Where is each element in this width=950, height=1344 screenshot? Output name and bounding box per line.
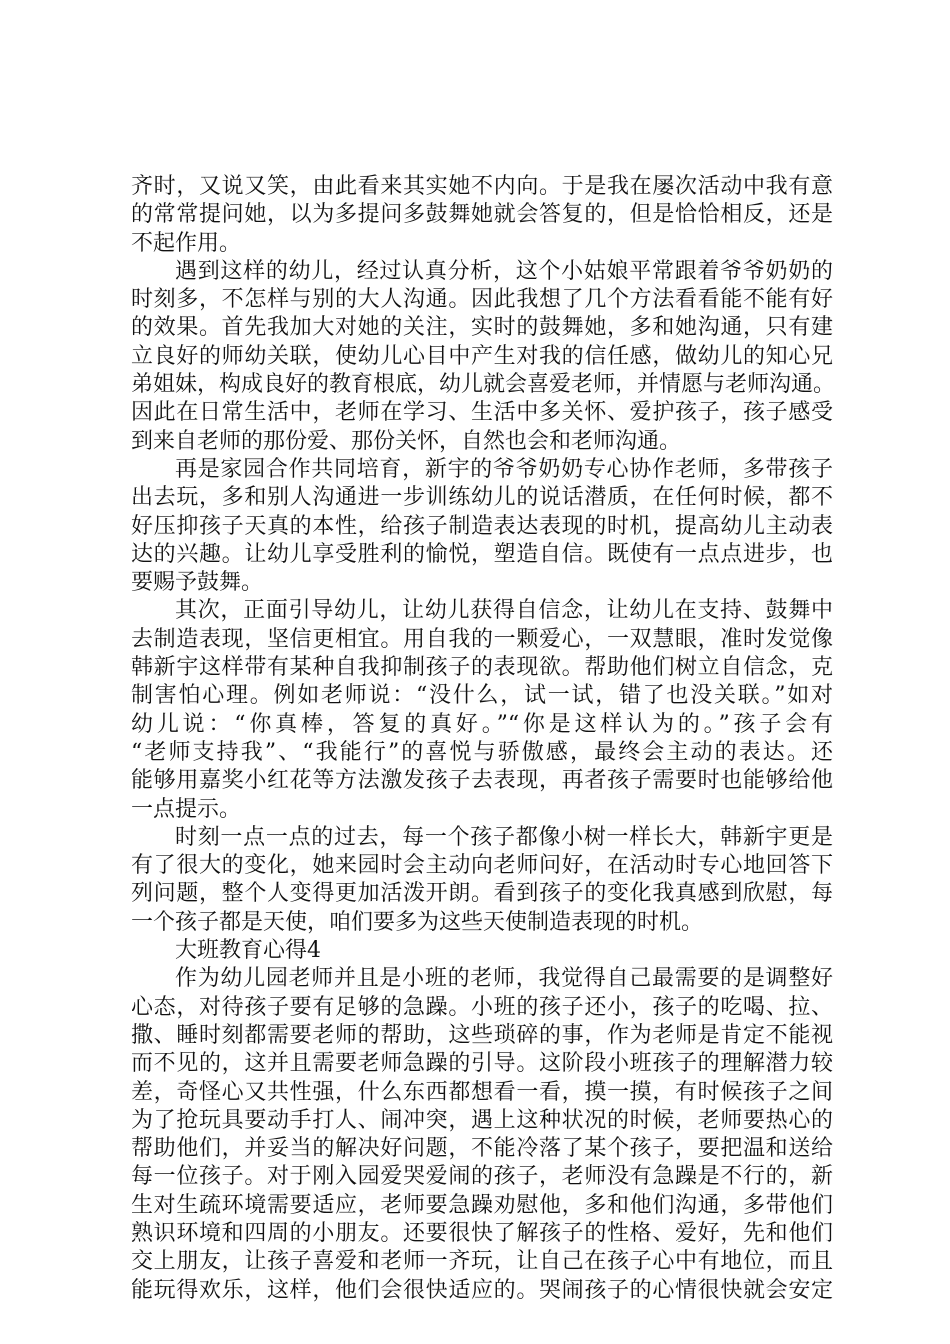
text-line: 幼儿说：“你真棒，答复的真好。”“你是这样认为的。”孩子会有 (131, 711, 833, 737)
text-line: 达的兴趣。让幼儿享受胜利的愉悦，塑造自信。既使有一点点进步，也 (131, 541, 833, 567)
text-line: 去制造表现，坚信更相宜。用自我的一颗爱心，一双慧眼，准时发觉像 (131, 626, 833, 652)
text-line: 弟姐妹，构成良好的教育根底，幼儿就会喜爱老师，并情愿与老师沟通。 (131, 372, 836, 398)
text-line: 齐时，又说又笑，由此看来其实她不内向。于是我在屡次活动中我有意 (131, 174, 833, 199)
text-line: 其次，正面引导幼儿，让幼儿获得自信念，让幼儿在支持、鼓舞中 (175, 598, 833, 624)
document-body (131, 173, 836, 1305)
text-line: 到来自老师的那份爱、那份关怀，自然也会和老师沟通。 (131, 428, 682, 454)
text-line: 帮助他们，并妥当的解决好问题，不能冷落了某个孩子，要把温和送给 (131, 1136, 833, 1162)
text-line: 的效果。首先我加大对她的关注，实时的鼓舞她，多和她沟通，只有建 (131, 315, 833, 341)
text-line: 为了抢玩具要动手打人、闹冲突，遇上这种状况的时候，老师要热心的 (131, 1107, 833, 1133)
text-line: 能玩得欢乐，这样，他们会很快适应的。哭闹孩子的心情很快就会安定 (131, 1277, 833, 1303)
text-line: 出去玩，多和别人沟通进一步训练幼儿的说话潜质，在任何时候，都不 (131, 485, 833, 511)
text-line: 韩新宇这样带有某种自我抑制孩子的表现欲。帮助他们树立自信念，克 (131, 655, 833, 681)
text-line: 因此在日常生活中，老师在学习、生活中多关怀、爱护孩子，孩子感受 (131, 400, 833, 426)
text-line: 熟识环境和四周的小朋友。还要很快了解孩子的性格、爱好，先和他们 (131, 1220, 833, 1246)
text-line: 生对生疏环境需要适应，老师要急躁劝慰他，多和他们沟通，多带他们 (131, 1192, 833, 1218)
text-line: 有了很大的变化，她来园时会主动向老师问好，在活动时专心地回答下 (131, 853, 833, 879)
text-line: 能够用嘉奖小红花等方法激发孩子去表现，再者孩子需要时也能够给他 (131, 768, 833, 794)
text-line: 而不见的，这并且需要老师急躁的引导。这阶段小班孩子的理解潜力较 (131, 1051, 833, 1077)
text-line: 交上朋友，让孩子喜爱和老师一齐玩，让自己在孩子心中有地位，而且 (131, 1249, 833, 1275)
text-line: 立良好的师幼关联，使幼儿心目中产生对我的信任感，做幼儿的知心兄 (131, 343, 833, 369)
text-line: 再是家园合作共同培育，新宇的爷爷奶奶专心协作老师，多带孩子 (175, 456, 833, 482)
text-line: 一点提示。 (131, 796, 242, 822)
text-line: 时刻一点一点的过去，每一个孩子都像小树一样长大，韩新宇更是 (175, 824, 833, 850)
text-line: “老师支持我”、“我能行”的喜悦与骄傲感，最终会主动的表达。还 (131, 739, 833, 765)
text-line: 一个孩子都是天使，咱们要多为这些天使制造表现的时机。 (131, 909, 704, 935)
text-line: 撒、睡时刻都需要老师的帮助，这些琐碎的事，作为老师是肯定不能视 (131, 1022, 833, 1048)
text-line: 差，奇怪心又共性强，什么东西都想看一看，摸一摸，有时候孩子之间 (131, 1079, 833, 1105)
text-line: 作为幼儿园老师并且是小班的老师，我觉得自己最需要的是调整好 (175, 966, 833, 992)
text-line: 制害怕心理。例如老师说：“没什么，试一试，错了也没关联。”如对 (131, 683, 833, 709)
text-line: 心态，对待孩子要有足够的急躁。小班的孩子还小，孩子的吃喝、拉、 (131, 994, 833, 1020)
text-line: 每一位孩子。对于刚入园爱哭爱闹的孩子，老师没有急躁是不行的，新 (131, 1164, 833, 1190)
text-line: 的常常提问她，以为多提问多鼓舞她就会答复的，但是恰恰相反，还是 (131, 202, 833, 228)
text-line: 时刻多，不怎样与别的大人沟通。因此我想了几个方法看看能不能有好 (131, 287, 833, 313)
text-line: 列问题，整个人变得更加活泼开朗。看到孩子的变化我真感到欣慰，每 (131, 881, 833, 907)
text-line: 好压抑孩子天真的本性，给孩子制造表达表现的时机，提高幼儿主动表 (131, 513, 833, 539)
text-line: 不起作用。 (131, 230, 242, 256)
text-line: 大班教育心得4 (175, 938, 321, 964)
text-line: 要赐予鼓舞。 (131, 570, 264, 596)
text-line: 遇到这样的幼儿，经过认真分析，这个小姑娘平常跟着爷爷奶奶的 (175, 258, 833, 284)
